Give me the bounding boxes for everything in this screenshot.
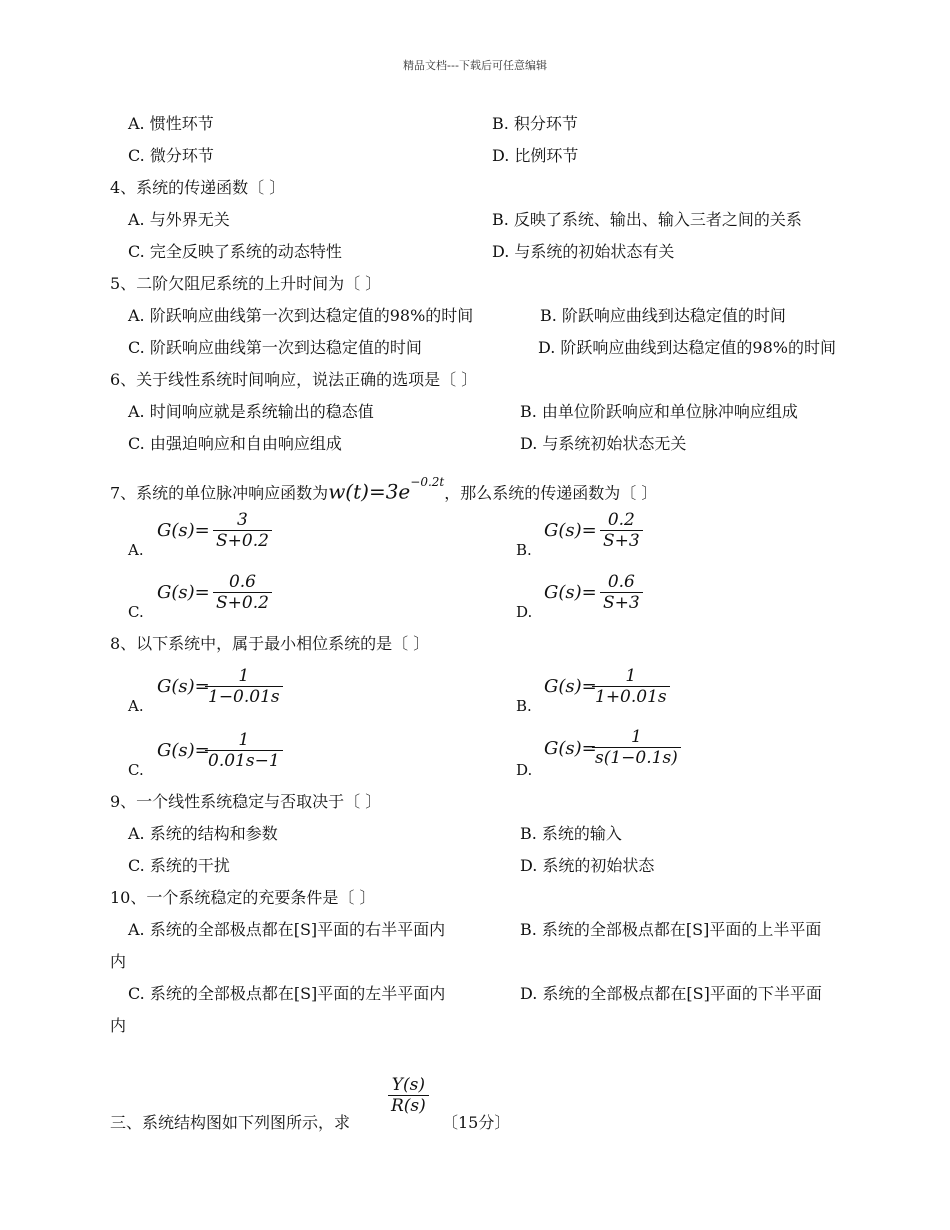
page-header: 精品文档---下载后可任意编辑 — [403, 59, 547, 72]
q8-stem: 8、以下系统中，属于最小相位系统的是〔 〕 — [110, 634, 430, 653]
q3-option-b: B. 积分环节 — [492, 114, 578, 133]
q7-option-d-numerator: 0.6 — [600, 572, 643, 593]
q10-option-c: C. 系统的全部极点都在[S]平面的左半平面内 — [128, 984, 446, 1003]
q8-option-a-label: A. — [128, 697, 144, 715]
q8-option-d-label: D. — [516, 761, 533, 779]
q10-option-a: A. 系统的全部极点都在[S]平面的右半平面内 — [128, 920, 446, 939]
q5-option-c: C. 阶跃响应曲线第一次到达稳定值的时间 — [128, 338, 422, 357]
q8-option-b-lhs: G(s)= — [544, 676, 597, 697]
q8-option-d-denominator: s(1−0.1s) — [595, 748, 678, 768]
q7-stem — [110, 475, 658, 504]
q8-option-a-lhs: G(s)= — [157, 676, 210, 697]
q7-option-c-denominator: S+0.2 — [216, 593, 269, 613]
q10-option-d: D. 系统的全部极点都在[S]平面的下半平面 — [520, 984, 822, 1003]
q7-option-c-label: C. — [128, 603, 144, 621]
q7-option-b-denominator: S+3 — [603, 531, 640, 551]
q6-stem: 6、关于线性系统时间响应，说法正确的选项是〔 〕 — [110, 370, 478, 389]
q3-option-c: C. 微分环节 — [128, 146, 214, 165]
q8-option-c-lhs: G(s)= — [157, 740, 210, 761]
q7-option-b-label: B. — [516, 541, 532, 559]
q5-option-d: D. 阶跃响应曲线到达稳定值的98%的时间 — [538, 338, 836, 357]
q8-option-d-lhs: G(s)= — [544, 738, 597, 759]
q4-option-c: C. 完全反映了系统的动态特性 — [128, 242, 342, 261]
section3-text: 三、系统结构图如下列图所示，求 — [110, 1113, 351, 1132]
section3-fraction — [388, 1075, 429, 1116]
q9-option-b: B. 系统的输入 — [520, 824, 622, 843]
q7-option-b-fraction — [600, 510, 643, 551]
q8-option-b-numerator: 1 — [592, 666, 670, 687]
q8-option-b-fraction — [592, 666, 670, 707]
q4-option-b: B. 反映了系统、输出、输入三者之间的关系 — [492, 210, 802, 229]
q5-option-b: B. 阶跃响应曲线到达稳定值的时间 — [540, 306, 786, 325]
q8-option-c-label: C. — [128, 761, 144, 779]
q7-option-a-fraction — [213, 510, 272, 551]
q7-option-d-label: D. — [516, 603, 533, 621]
q7-formula-exp: −0.2t — [410, 475, 445, 489]
q8-option-d-numerator: 1 — [592, 727, 681, 748]
q4-stem: 4、系统的传递函数〔 〕 — [110, 178, 286, 197]
q7-option-a-label: A. — [128, 541, 144, 559]
q5-stem: 5、二阶欠阻尼系统的上升时间为〔 〕 — [110, 274, 382, 293]
q10-option-b-continuation: 内 — [110, 952, 127, 971]
section3-numerator: Y(s) — [388, 1075, 429, 1096]
q4-option-d: D. 与系统的初始状态有关 — [492, 242, 675, 261]
q7-option-c-fraction — [213, 572, 272, 613]
q8-option-a-denominator: 1−0.01s — [208, 687, 280, 707]
q7-option-c-lhs: G(s)= — [157, 582, 210, 603]
q8-option-b-label: B. — [516, 697, 532, 715]
q9-option-a: A. 系统的结构和参数 — [128, 824, 278, 843]
q4-option-a: A. 与外界无关 — [128, 210, 230, 229]
q7-option-b-numerator: 0.2 — [600, 510, 643, 531]
q7-stem-pre: 7、系统的单位脉冲响应函数为 — [110, 483, 329, 503]
q9-option-c: C. 系统的干扰 — [128, 856, 230, 875]
q7-option-b-lhs: G(s)= — [544, 520, 597, 541]
q9-option-d: D. 系统的初始状态 — [520, 856, 655, 875]
q7-option-a-lhs: G(s)= — [157, 520, 210, 541]
q10-stem: 10、一个系统稳定的充要条件是〔 〕 — [110, 888, 376, 907]
q6-option-b: B. 由单位阶跃响应和单位脉冲响应组成 — [520, 402, 798, 421]
q8-option-c-denominator: 0.01s−1 — [208, 751, 280, 771]
q6-option-d: D. 与系统初始状态无关 — [520, 434, 687, 453]
q10-option-d-continuation: 内 — [110, 1016, 127, 1035]
q8-option-a-numerator: 1 — [205, 666, 283, 687]
section3-denominator: R(s) — [391, 1096, 426, 1116]
q7-formula: w(t)=3e — [328, 479, 411, 504]
q7-option-d-lhs: G(s)= — [544, 582, 597, 603]
q6-option-a: A. 时间响应就是系统输出的稳态值 — [128, 402, 374, 421]
q7-stem-post: ，那么系统的传递函数为〔 〕 — [444, 483, 658, 503]
q8-option-c-fraction — [205, 730, 283, 771]
q8-option-c-numerator: 1 — [205, 730, 283, 751]
q3-option-d: D. 比例环节 — [492, 146, 579, 165]
q7-option-a-numerator: 3 — [213, 510, 272, 531]
q7-option-c-numerator: 0.6 — [213, 572, 272, 593]
q10-option-b: B. 系统的全部极点都在[S]平面的上半平面 — [520, 920, 822, 939]
q9-stem: 9、一个线性系统稳定与否取决于〔 〕 — [110, 792, 382, 811]
q6-option-c: C. 由强迫响应和自由响应组成 — [128, 434, 342, 453]
q3-option-a: A. 惯性环节 — [128, 114, 214, 133]
q7-option-d-fraction — [600, 572, 643, 613]
q8-option-a-fraction — [205, 666, 283, 707]
q7-option-d-denominator: S+3 — [603, 593, 640, 613]
section3-score: 〔15分〕 — [442, 1113, 511, 1132]
q8-option-b-denominator: 1+0.01s — [595, 687, 667, 707]
q5-option-a: A. 阶跃响应曲线第一次到达稳定值的98%的时间 — [128, 306, 474, 325]
q8-option-d-fraction — [592, 727, 681, 768]
q7-option-a-denominator: S+0.2 — [216, 531, 269, 551]
